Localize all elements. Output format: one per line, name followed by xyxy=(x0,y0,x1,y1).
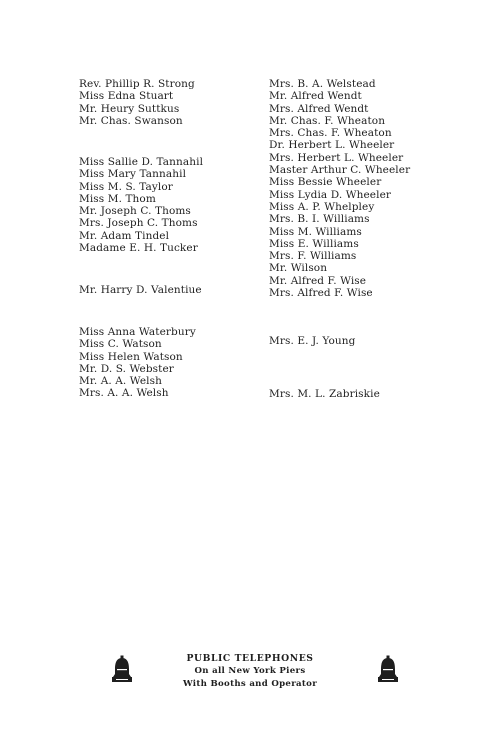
passenger-name: Mrs. Alfred Wendt xyxy=(269,102,369,115)
passenger-name: Mrs. A. A. Welsh xyxy=(79,387,169,400)
passenger-name: Miss E. Williams xyxy=(269,237,359,250)
names-group-v xyxy=(79,284,202,296)
footer-line-2: On all New York Piers xyxy=(194,666,306,676)
passenger-name: Rev. Phillip R. Strong xyxy=(79,78,195,90)
passenger-name: Mr. Alfred Wendt xyxy=(269,90,362,103)
public-telephones-notice xyxy=(150,652,350,691)
passenger-name: Miss M. S. Taylor xyxy=(79,180,173,193)
names-group-z xyxy=(269,388,380,400)
passenger-name: Miss C. Watson xyxy=(79,338,162,351)
passenger-name: Mr. Adam Tindel xyxy=(79,229,170,242)
passenger-name: Mr. Wilson xyxy=(269,262,328,275)
footer-line-3: With Booths and Operator xyxy=(182,679,318,689)
passenger-name: Dr. Herbert L. Wheeler xyxy=(269,139,395,152)
passenger-name: Mr. Heury Suttkus xyxy=(79,102,180,115)
passenger-name: Mrs. E. J. Young xyxy=(269,335,356,347)
passenger-name: Mrs. Herbert L. Wheeler xyxy=(269,151,404,164)
passenger-name: Mr. Joseph C. Thoms xyxy=(79,205,191,218)
telephone-bell-icon xyxy=(376,655,400,685)
names-group-t xyxy=(79,156,203,254)
names-group-w xyxy=(79,326,196,400)
passenger-name: Mr. D. S. Webster xyxy=(79,362,174,375)
footer-line-1: PUBLIC TELEPHONES xyxy=(186,653,314,664)
passenger-name: Miss Lydia D. Wheeler xyxy=(269,188,392,201)
passenger-name: Miss Anna Waterbury xyxy=(79,326,196,338)
names-group-y xyxy=(269,335,355,347)
passenger-name: Mrs. B. I. Williams xyxy=(269,213,370,226)
passenger-name: Miss Edna Stuart xyxy=(79,90,174,103)
names-group-w2 xyxy=(269,78,410,299)
passenger-name: Mr. Chas. Swanson xyxy=(79,114,183,127)
passenger-name: Mrs. B. A. Welstead xyxy=(269,78,376,90)
passenger-name: Miss Bessie Wheeler xyxy=(269,176,382,189)
passenger-name: Miss M. Williams xyxy=(269,225,362,238)
passenger-name: Master Arthur C. Wheeler xyxy=(269,164,411,177)
passenger-name: Mrs. Chas. F. Wheaton xyxy=(269,127,392,140)
passenger-name: Miss Helen Watson xyxy=(79,350,183,363)
telephone-bell-icon xyxy=(110,655,134,685)
passenger-name: Mrs. F. Williams xyxy=(269,250,357,263)
passenger-name: Mrs. Joseph C. Thoms xyxy=(79,217,198,230)
passenger-name: Miss Sallie D. Tannahil xyxy=(79,156,204,168)
passenger-name: Mr. Chas. F. Wheaton xyxy=(269,114,386,127)
passenger-name: Mrs. M. L. Zabriskie xyxy=(269,388,380,400)
passenger-name: Madame E. H. Tucker xyxy=(79,242,198,255)
passenger-name: Miss M. Thom xyxy=(79,192,156,205)
names-group-s xyxy=(79,78,195,127)
passenger-name: Mr. A. A. Welsh xyxy=(79,375,162,388)
passenger-name: Mr. Alfred F. Wise xyxy=(269,274,367,287)
passenger-name: Miss Mary Tannahil xyxy=(79,168,187,181)
passenger-name: Miss A. P. Whelpley xyxy=(269,200,375,213)
passenger-name: Mrs. Alfred F. Wise xyxy=(269,287,373,300)
passenger-name: Mr. Harry D. Valentiue xyxy=(79,284,202,296)
